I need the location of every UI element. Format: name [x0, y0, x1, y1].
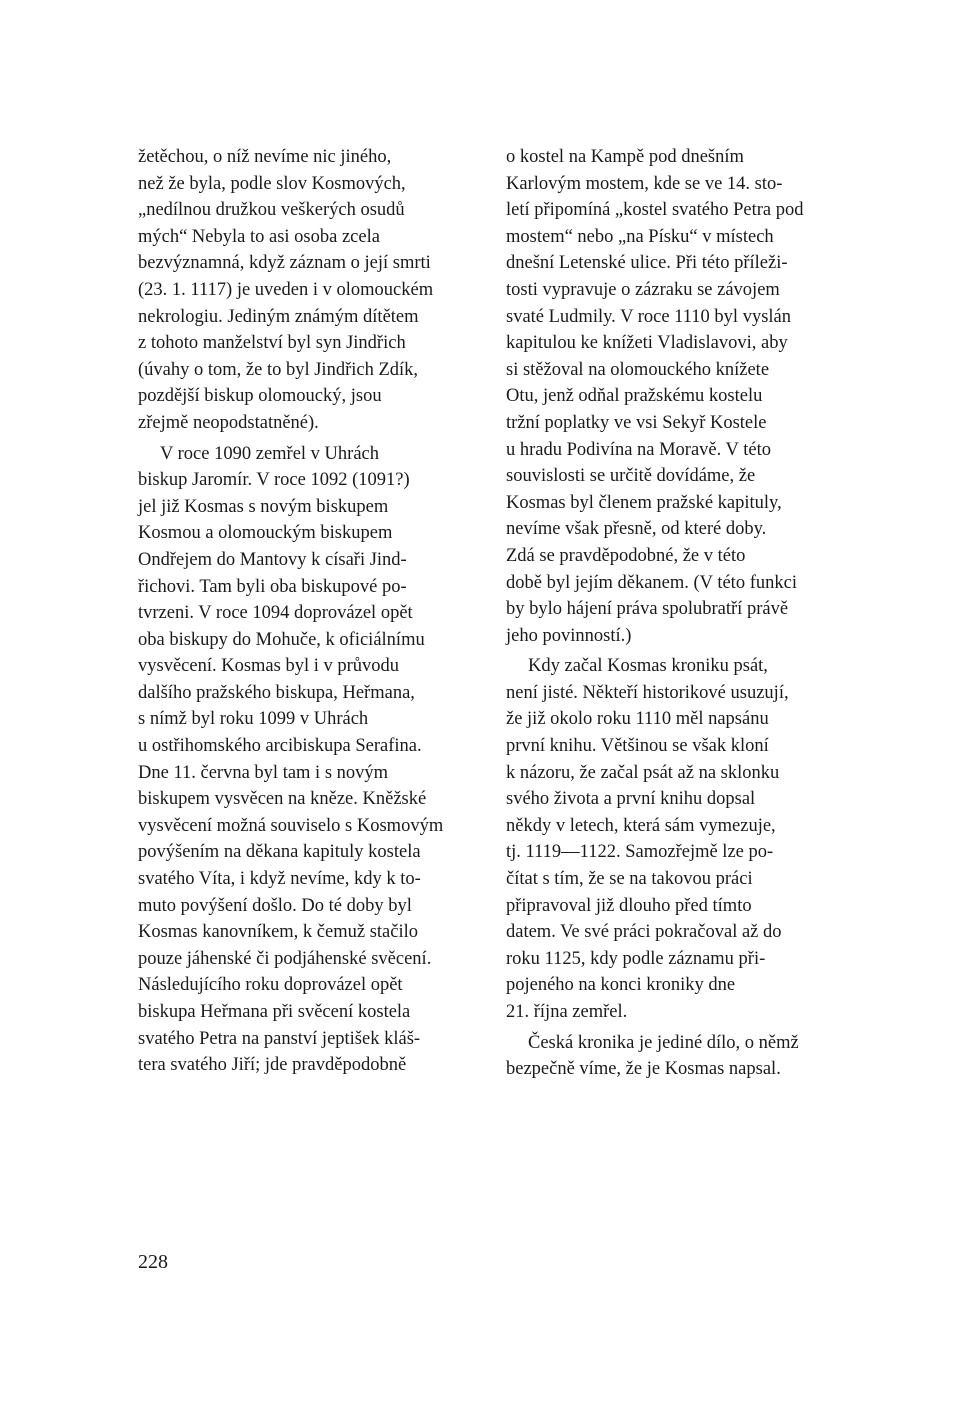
text-line: si stěžoval na olomouckého knížete — [506, 359, 770, 380]
page-number: 228 — [138, 1251, 168, 1273]
text-line: mých“ Nebyla to asi osoba zcela — [138, 226, 380, 247]
text-line: tera svatého Jiří; jde pravděpodobně — [138, 1055, 407, 1076]
text-line: svaté Ludmily. V roce 1110 byl vyslán — [506, 306, 791, 327]
text-line: tvrzeni. V roce 1094 doprovázel opět — [138, 603, 413, 624]
text-line: připravoval již dlouho před tímto — [506, 895, 752, 916]
text-line: kapitulou ke knížeti Vladislavovi, aby — [506, 333, 788, 354]
text-line: V roce 1090 zemřel v Uhrách — [160, 443, 380, 464]
text-line: dnešní Letenské ulice. Při této příleži- — [506, 253, 788, 274]
right-column — [506, 144, 826, 1083]
text-line: roku 1125, kdy podle záznamu při- — [506, 948, 766, 969]
text-line: jel již Kosmas s novým biskupem — [138, 496, 389, 517]
paragraph — [506, 144, 826, 649]
text-line: u hradu Podivína na Moravě. V této — [506, 439, 771, 460]
text-line: Kdy začal Kosmas kroniku psát, — [528, 656, 768, 677]
text-line: Zdá se pravděpodobné, že v této — [506, 545, 746, 566]
paragraph — [506, 1030, 826, 1083]
text-line: by bylo hájení práva spolubratří právě — [506, 599, 789, 620]
text-line: pojeného na konci kroniky dne — [506, 975, 736, 996]
text-line: není jisté. Někteří historikové usuzují, — [506, 682, 789, 703]
text-line: pouze jáhenské či podjáhenské svěcení. — [138, 948, 432, 969]
text-line: vysvěcení. Kosmas byl i v průvodu — [138, 656, 400, 677]
paragraph — [138, 441, 468, 1079]
text-line: souvislosti se určitě dovídáme, že — [506, 466, 756, 487]
text-line: Kosmou a olomouckým biskupem — [138, 523, 393, 544]
text-line: než že byla, podle slov Kosmových, — [138, 173, 406, 194]
text-line: tj. 1119—1122. Samozřejmě lze po- — [506, 842, 774, 863]
text-line: bezvýznamná, když záznam o její smrti — [138, 253, 431, 274]
text-line: Kosmas kanovníkem, k čemuž stačilo — [138, 922, 419, 943]
paragraph — [138, 144, 468, 437]
text-line: Kosmas byl členem pražské kapituly, — [506, 492, 782, 513]
text-line: pozdější biskup olomoucký, jsou — [138, 386, 382, 407]
text-line: 21. října zemřel. — [506, 1002, 628, 1022]
text-line: datem. Ve své práci pokračoval až do — [506, 922, 782, 943]
left-column — [138, 144, 468, 1079]
text-line: zřejmě neopodstatněné). — [138, 412, 319, 433]
text-line: nekrologiu. Jediným známým dítětem — [138, 306, 419, 327]
text-line: někdy v letech, která sám vymezuje, — [506, 815, 776, 836]
text-line: s nímž byl roku 1099 v Uhrách — [138, 709, 369, 730]
text-line: mostem“ nebo „na Písku“ v místech — [506, 226, 774, 247]
text-line: Karlovým mostem, kde se ve 14. sto- — [506, 173, 783, 194]
text-line: vysvěcení možná souviselo s Kosmovým — [138, 815, 444, 836]
text-line: biskupem vysvěcen na kněze. Kněžské — [138, 789, 427, 810]
text-line: tržní poplatky ve vsi Sekyř Kostele — [506, 412, 767, 433]
text-line: bezpečně víme, že je Kosmas napsal. — [506, 1059, 781, 1080]
text-line: Česká kronika je jediné dílo, o němž — [528, 1032, 799, 1053]
text-line: svatého Petra na panství jeptišek kláš- — [138, 1028, 421, 1049]
text-line: době byl jejím děkanem. (V této funkci — [506, 572, 797, 593]
text-line: čítat s tím, že se na takovou práci — [506, 869, 753, 890]
text-line: nevíme však přesně, od které doby. — [506, 519, 767, 540]
text-line: Ondřejem do Mantovy k císaři Jind- — [138, 549, 407, 570]
text-line: biskupa Heřmana při svěcení kostela — [138, 1002, 411, 1022]
text-line: u ostřihomského arcibiskupa Serafina. — [138, 736, 422, 757]
text-line: biskup Jaromír. V roce 1092 (1091?) — [138, 470, 410, 491]
text-line: řichovi. Tam byli oba biskupové po- — [138, 576, 407, 597]
text-line: muto povýšení došlo. Do té doby byl — [138, 895, 412, 916]
text-line: z tohoto manželství byl syn Jindřich — [138, 333, 406, 354]
text-line: Dne 11. června byl tam i s novým — [138, 762, 389, 783]
text-line: o kostel na Kampě pod dnešním — [506, 147, 744, 167]
text-line: dalšího pražského biskupa, Heřmana, — [138, 682, 415, 703]
text-line: (23. 1. 1117) je uveden i v olomouckém — [138, 279, 434, 300]
text-line: tosti vypravuje o zázraku se závojem — [506, 279, 780, 300]
text-line: svého života a první knihu dopsal — [506, 789, 756, 810]
text-line: (úvahy o tom, že to byl Jindřich Zdík, — [138, 359, 419, 380]
paragraph — [506, 653, 826, 1025]
text-line: svatého Víta, i když nevíme, kdy k to- — [138, 869, 421, 890]
text-line: první knihu. Většinou se však kloní — [506, 736, 769, 757]
text-line: „nedílnou družkou veškerých osudů — [138, 200, 405, 221]
text-line: jeho povinností.) — [506, 625, 632, 646]
text-line: oba biskupy do Mohuče, k oficiálnímu — [138, 629, 425, 650]
text-line: Otu, jenž odňal pražskému kostelu — [506, 386, 763, 407]
text-line: letí připomíná „kostel svatého Petra pod — [506, 200, 804, 221]
text-line: Následujícího roku doprovázel opět — [138, 975, 403, 996]
text-line: že již okolo roku 1110 měl napsánu — [506, 709, 769, 730]
text-line: povýšením na děkana kapituly kostela — [138, 842, 421, 863]
text-line: žetěchou, o níž nevíme nic jiného, — [138, 147, 392, 167]
text-line: k názoru, že začal psát až na sklonku — [506, 762, 780, 783]
